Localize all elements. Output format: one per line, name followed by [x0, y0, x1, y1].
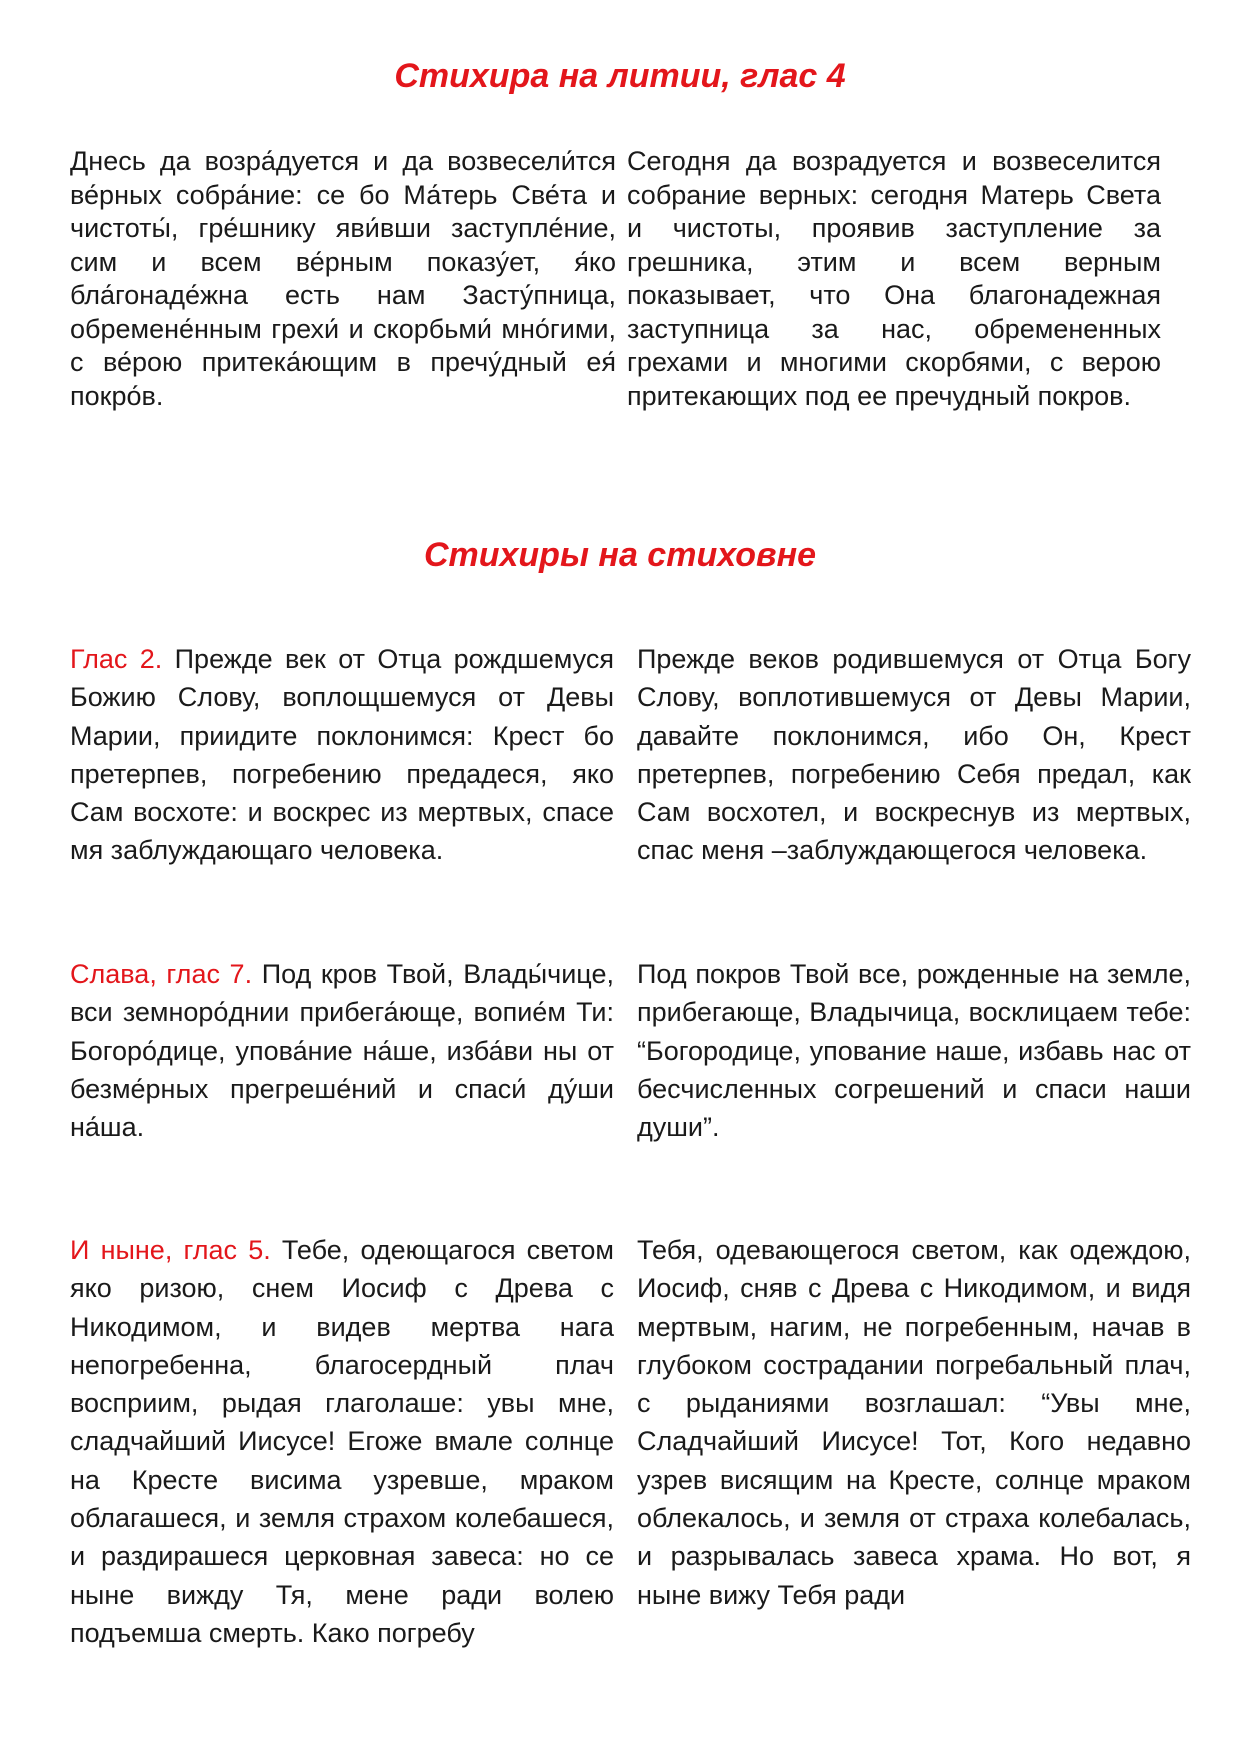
glas2-russian-translation: Прежде веков родившемуся от Отца Богу Слову, воплотившемуся от Девы Марии, давайте поклонимся, ибо Он, Крест претерпев, погребению Себя предал, как Сам восхотел, и воскреснув из мертвых, спас меня –заблуждающегося человека.	[637, 644, 1191, 866]
i-nyne-glas5-russian-translation: Тебя, одевающегося светом, как одеждою, Иосиф, сняв с Древа с Никодимом, и видя мертвым, нагим, не погребенным, начав в глубоком сострадании погребальный плач, с рыданиями возглашал: “Увы мне, Сладчайший Иисусе! Тот, Кого недавно узрев висящим на Кресте, солнце мраком облекалось, и земля от страха колебалась, и разрывалась завеса храма. Но вот, я ныне вижу Тебя ради	[637, 1235, 1191, 1610]
litiya-slavonic-body: Днесь да возра́дуется и да возвесели́тся ве́рных собра́ние: се бо Ма́терь Све́та и чистоты́, гре́шнику яви́вши заступле́ние, сим и всем ве́рным показу́ет, я́ко бла́гонаде́жна есть нам Засту́пница, обремене́нным грехи́ и скорбьми́ мно́гими, с ве́рою притека́ющим в пречу́дный ея́ покро́в.	[70, 146, 616, 411]
slava-glas7-label: Слава, глас 7.	[70, 959, 253, 989]
i-nyne-glas5-church-slavonic-text	[70, 1231, 614, 1652]
glas2-church-slavonic-text	[70, 640, 614, 870]
section-heading-litiya: Стихира на литии, глас 4	[394, 57, 846, 95]
slava-glas7-russian-translation: Под покров Твой все, рожденные на земле, прибегающе, Владычица, восклицаем тебе: “Богородице, упование наше, избавь нас от бесчисленных согрешений и спаси наши души”.	[637, 959, 1191, 1143]
litiya-church-slavonic-text	[70, 145, 616, 413]
i-nyne-glas5-label: И ныне, глас 5.	[70, 1235, 271, 1265]
glas2-slavonic-body: Прежде век от Отца рождшемуся Божию Слову, воплощшемуся от Девы Марии, приидите поклонимся: Крест бо претерпев, погребению предадеся, яко Сам восхоте: и воскрес из мертвых, спасе мя заблуждающаго человека.	[70, 644, 614, 866]
section-heading-stikhovna: Стихиры на стиховне	[423, 536, 817, 574]
slava-glas7-church-slavonic-text	[70, 955, 614, 1146]
glas2-label: Глас 2.	[70, 644, 163, 674]
i-nyne-glas5-slavonic-body: Тебе, одеющагося светом яко ризою, снем Иосиф с Древа с Никодимом, и видев мертва нага непогребенна, благосердный плач восприим, рыдая глаголаше: увы мне, сладчайший Иисусе! Егоже вмале солнце на Кресте висима узревше, мраком облагашеся, и земля страхом колебашеся, и раздирашеся церковная завеса: но се ныне вижду Тя, мене ради волею подъемша смерть. Како погребу	[70, 1235, 614, 1648]
slava-glas7-slavonic-body: Под кров Твой, Влады́чице, вси земноро́днии прибега́юще, вопие́м Ти: Богоро́дице, упова́ние на́ше, изба́ви ны от безме́рных прегреше́ний и спаси́ ду́ши на́ша.	[70, 959, 614, 1143]
litiya-russian-translation: Сегодня да возрадуется и возвеселится собрание верных: сегодня Матерь Света и чистоты, проявив заступление за грешника, этим и всем верным показывает, что Она благонадежная заступница за нас, обремененных грехами и многими скорбями, с верою притекающих под ее пречудный покров.	[627, 146, 1161, 411]
